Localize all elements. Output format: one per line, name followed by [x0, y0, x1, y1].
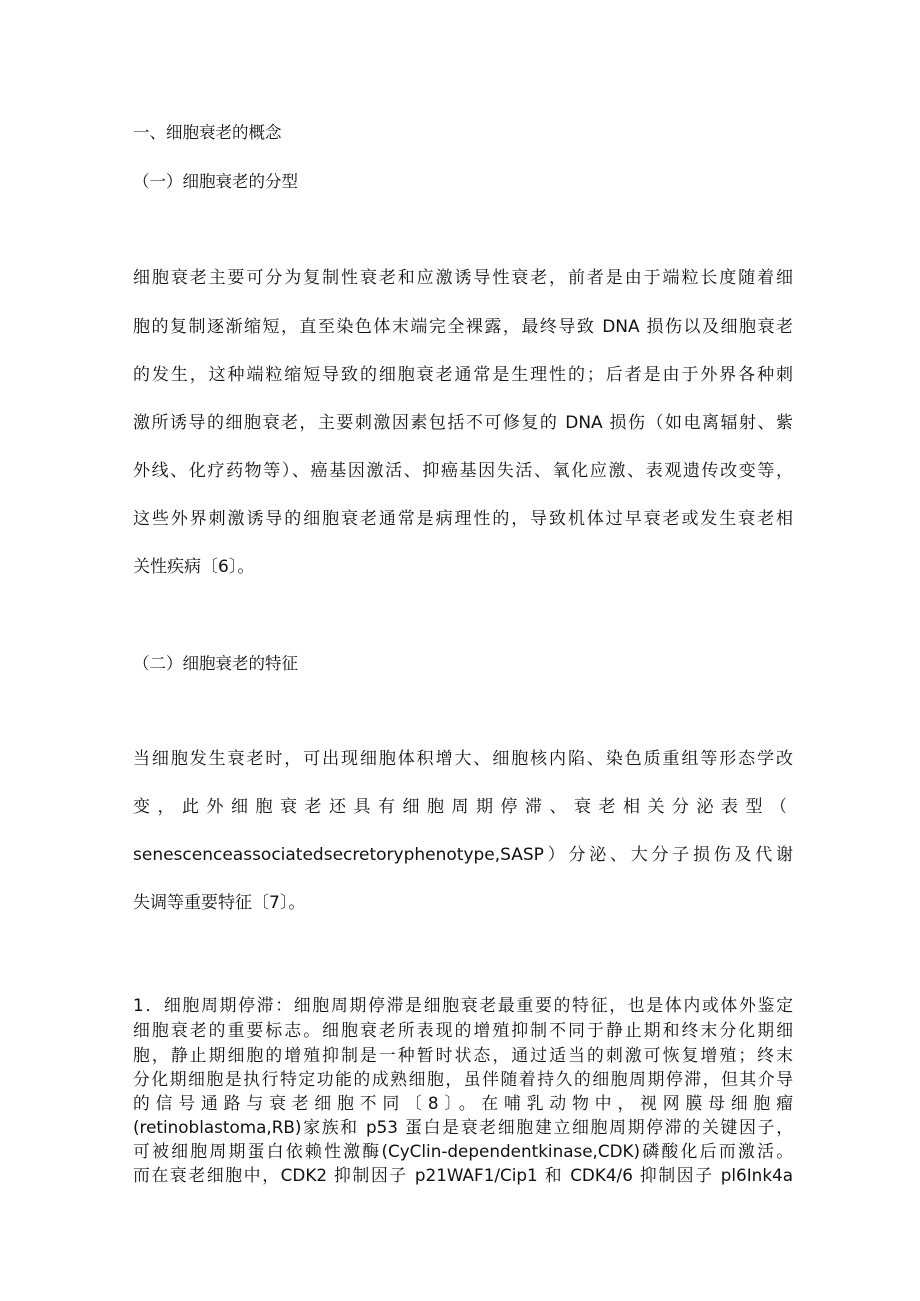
paragraph-line: 的发生，这种端粒缩短导致的细胞衰老通常是生理性的；后者是由于外界各种刺	[133, 365, 793, 385]
paragraph-line: 而在衰老细胞中，CDK2 抑制因子 p21WAF1/Cip1 和 CDK4/6 抑制因子 pl6Ink4a	[133, 1165, 793, 1185]
paragraph-line: 失调等重要特征〔7〕。	[133, 893, 306, 913]
paragraph-line: 分化期细胞是执行特定功能的成熟细胞，虽伴随着持久的细胞周期停滞，但其介导	[133, 1069, 793, 1089]
paragraph-line: 这些外界刺激诱导的细胞衰老通常是病理性的，导致机体过早衰老或发生衰老相	[133, 509, 793, 529]
paragraph-line: 胞，静止期细胞的增殖抑制是一种暂时状态，通过适当的刺激可恢复增殖；终末	[133, 1045, 793, 1065]
paragraph-line: 1．细胞周期停滞：细胞周期停滞是细胞衰老最重要的特征，也是体内或体外鉴定	[133, 995, 793, 1015]
paragraph-line: (retinoblastoma,RB)家族和 p53 蛋白是衰老细胞建立细胞周期停滞的关键因子，	[133, 1117, 793, 1137]
section-heading: 一、细胞衰老的概念	[133, 123, 282, 142]
paragraph-line: 变，此外细胞衰老还具有细胞周期停滞、衰老相关分泌表型（	[133, 797, 793, 817]
paragraph-line: 的信号通路与衰老细胞不同〔8〕。在哺乳动物中，视网膜母细胞瘤	[133, 1093, 793, 1113]
paragraph-line: 胞的复制逐渐缩短，直至染色体末端完全裸露，最终导致 DNA 损伤以及细胞衰老	[133, 317, 793, 337]
paragraph-line: 当细胞发生衰老时，可出现细胞体积增大、细胞核内陷、染色质重组等形态学改	[133, 749, 793, 769]
paragraph-line: 外线、化疗药物等）、癌基因激活、抑癌基因失活、氧化应激、表观遗传改变等，	[133, 461, 793, 481]
paragraph-line: 细胞衰老的重要标志。细胞衰老所表现的增殖抑制不同于静止期和终末分化期细	[133, 1020, 793, 1040]
paragraph-line: 可被细胞周期蛋白依赖性激酶(CyClin-dependentkinase,CDK)磷酸化后而激活。	[133, 1141, 793, 1161]
subsection-heading-types: （一）细胞衰老的分型	[133, 172, 298, 191]
paragraph-line: senescenceassociatedsecretoryphenotype,SASP）分泌、大分子损伤及代谢	[133, 845, 793, 865]
paragraph-line: 细胞衰老主要可分为复制性衰老和应激诱导性衰老，前者是由于端粒长度随着细	[133, 268, 793, 288]
paragraph-line: 激所诱导的细胞衰老，主要刺激因素包括不可修复的 DNA 损伤（如电离辐射、紫	[133, 413, 793, 433]
paragraph-line: 关性疾病〔6〕。	[133, 557, 255, 577]
subsection-heading-features: （二）细胞衰老的特征	[133, 654, 298, 673]
